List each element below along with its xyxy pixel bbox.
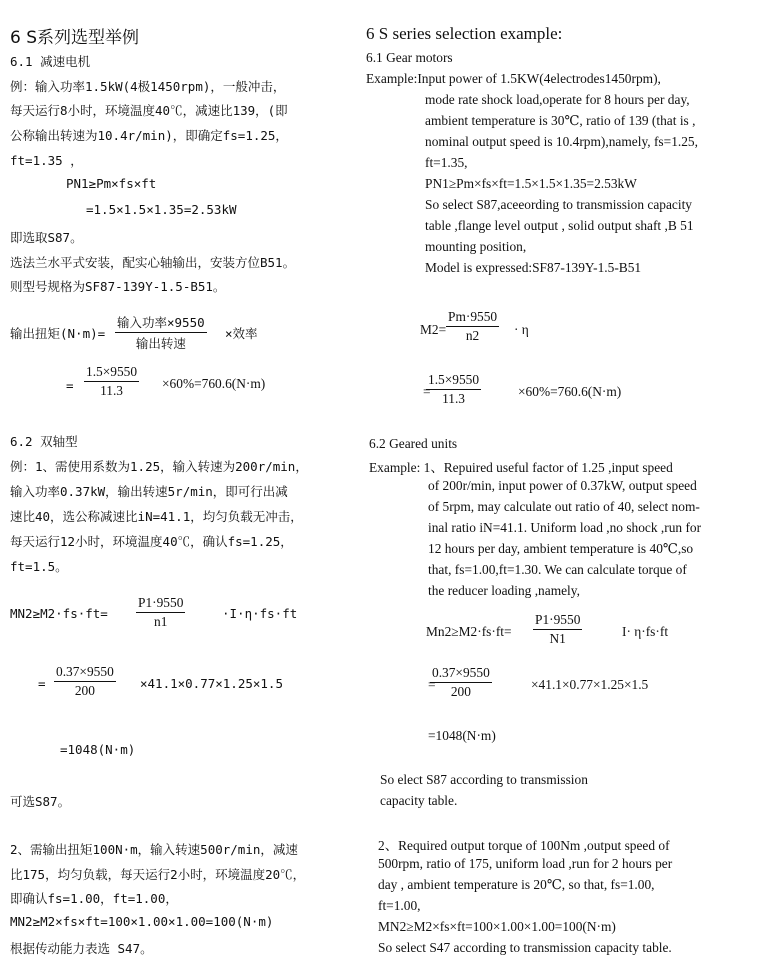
fraction-denominator: 11.3 — [442, 391, 465, 406]
paragraph-line: 2、需输出扭矩100N·m，输入转速500r/min，减速 — [10, 842, 298, 857]
fraction-numerator: 0.37×9550 — [54, 664, 116, 682]
paragraph-line: inal ratio iN=41.1. Uniform load ,no shock ,run for — [428, 520, 702, 535]
mn2-fraction — [533, 612, 582, 647]
paragraph-line: So elect S87 according to transmission — [380, 772, 588, 787]
formula-line: MN2≥M2×fs×ft=100×1.00×1.00=100(N·m) — [10, 914, 274, 929]
calc-result: ×60%=760.6(N·m) — [162, 376, 266, 391]
fraction-denominator: N1 — [549, 631, 566, 646]
section-heading-6-1-cn: 6.1 减速电机 — [10, 54, 91, 69]
mn2-formula-tail: I· η·fs·ft — [622, 624, 669, 639]
mn2-result: =1048(N·m) — [428, 728, 496, 743]
paragraph-line: Example:Input power of 1.5KW(4electrodes1450rpm), — [366, 71, 661, 86]
fraction-numerator: P1·9550 — [136, 595, 185, 613]
fraction-denominator: 输出转速 — [135, 336, 186, 351]
section-heading-6-2-en: 6.2 Geared units — [369, 436, 458, 451]
torque-formula-tail: ×效率 — [225, 326, 258, 341]
fraction-numerator: 0.37×9550 — [430, 665, 492, 683]
calc-result: ×60%=760.6(N·m) — [518, 384, 622, 399]
mn2-formula-tail: ·I·η·fs·ft — [222, 606, 298, 621]
section-heading-6-2-cn: 6.2 双轴型 — [10, 434, 78, 449]
paragraph-line: ft=1.00, — [378, 898, 421, 913]
paragraph-line: day , ambient temperature is 20℃, so that, fs=1.00, — [378, 877, 655, 892]
paragraph-line: mode rate shock load,operate for 8 hours per day, — [425, 92, 690, 107]
fraction-numerator: P1·9550 — [533, 612, 582, 630]
paragraph-line: that, fs=1.00,ft=1.30. We can calculate torque of — [428, 562, 687, 577]
fraction-numerator: 输入功率×9550 — [115, 313, 207, 333]
paragraph-line: 500rpm, ratio of 175, uniform load ,run for 2 hours per — [378, 856, 673, 871]
paragraph-line: 比175，均匀负载，每天运行2小时，环境温度20℃， — [10, 867, 306, 882]
calc-fraction — [426, 372, 481, 407]
torque-fraction — [115, 313, 207, 352]
paragraph-line: 每天运行12小时，环境温度40℃，确认fs=1.25， — [10, 534, 293, 549]
paragraph-line: ambient temperature is 30℃, ratio of 139 (that is , — [425, 113, 696, 128]
paragraph-line: capacity table. — [380, 793, 458, 808]
page-title-cn: 6 S系列选型举例 — [10, 28, 140, 48]
paragraph-line: Model is expressed:SF87-139Y-1.5-B51 — [425, 260, 642, 275]
mn2-calc-fraction — [430, 665, 492, 700]
formula-line: MN2≥M2×fs×ft=100×1.00×1.00=100(N·m) — [378, 919, 616, 934]
calc-equals: = — [428, 677, 436, 692]
paragraph-line: ft=1.5。 — [10, 559, 68, 574]
fraction-numerator: Pm·9550 — [446, 309, 499, 327]
calc-equals: = — [66, 378, 74, 393]
calc-equals: = — [38, 676, 46, 691]
paragraph-line: Example: 1、Repuired useful factor of 1.25 ,input speed — [369, 460, 673, 475]
paragraph-line: mounting position, — [425, 239, 527, 254]
paragraph-line: 2、Required output torque of 100Nm ,output speed of — [378, 838, 670, 853]
fraction-denominator: n1 — [154, 614, 168, 629]
paragraph-line: 每天运行8小时，环境温度40℃，减速比139，(即 — [10, 103, 288, 118]
paragraph-line: ft=1.35, — [425, 155, 468, 170]
paragraph-line: table ,flange level output , solid output shaft ,B 51 — [425, 218, 694, 233]
mn2-calc-tail: ×41.1×0.77×1.25×1.5 — [531, 677, 649, 692]
paragraph-line: 公称输出转速为10.4r/min)，即确定fs=1.25， — [10, 128, 288, 143]
fraction-numerator: 1.5×9550 — [84, 364, 139, 382]
paragraph-line: 输入功率0.37kW，输出转速5r/min，即可行出减 — [10, 484, 288, 499]
paragraph-line: the reducer loading ,namely, — [428, 583, 580, 598]
formula-line: PN1≥Pm×fs×ft — [66, 176, 157, 191]
fraction-denominator: 200 — [450, 684, 471, 699]
paragraph-line: 即确认fs=1.00，ft=1.00， — [10, 891, 178, 906]
mn2-formula-lhs: Mn2≥M2·fs·ft= — [426, 624, 512, 639]
m2-formula-lhs: M2= — [420, 322, 447, 337]
mn2-result: =1048(N·m) — [60, 742, 136, 757]
calc-equals: = — [423, 384, 431, 399]
torque-formula-lhs: 输出扭矩(N·m)= — [10, 326, 106, 341]
section-heading-6-1-en: 6.1 Gear motors — [366, 50, 453, 65]
paragraph-line: nominal output speed is 10.4rpm),namely, fs=1.25, — [425, 134, 698, 149]
paragraph-line: ft=1.35 ， — [10, 153, 83, 168]
mn2-calc-fraction — [54, 664, 116, 699]
page-title-en: 6 S series selection example: — [366, 24, 563, 43]
paragraph-line: 速比40，选公称减速比iN=41.1，均匀负载无冲击， — [10, 509, 303, 524]
paragraph-line: 即选取S87。 — [10, 230, 83, 245]
paragraph-line: 选法兰水平式安装，配实心轴输出，安装方位B51。 — [10, 255, 296, 270]
paragraph-line: 例：1、需使用系数为1.25，输入转速为200r/min， — [10, 459, 308, 474]
paragraph-line: 12 hours per day, ambient temperature is 40℃,so — [428, 541, 694, 556]
mn2-calc-tail: ×41.1×0.77×1.25×1.5 — [140, 676, 283, 691]
fraction-denominator: 200 — [74, 683, 95, 698]
fraction-numerator: 1.5×9550 — [426, 372, 481, 390]
paragraph-line: 例：输入功率1.5kW(4极1450rpm)，一般冲击， — [10, 79, 286, 94]
calc-fraction — [84, 364, 139, 399]
m2-fraction — [446, 309, 499, 344]
paragraph-line: 则型号规格为SF87-139Y-1.5-B51。 — [10, 279, 226, 294]
paragraph-line: 可选S87。 — [10, 794, 71, 809]
mn2-fraction — [136, 595, 185, 630]
fraction-denominator: 11.3 — [100, 383, 123, 398]
fraction-denominator: n2 — [465, 328, 480, 343]
paragraph-line: of 200r/min, input power of 0.37kW, output speed — [428, 478, 697, 493]
paragraph-line: So select S47 according to transmission capacity table. — [378, 940, 672, 955]
m2-formula-tail: · η — [514, 322, 529, 337]
mn2-formula-lhs: MN2≥M2·fs·ft= — [10, 606, 108, 621]
paragraph-line: 根据传动能力表选 S47。 — [10, 941, 153, 956]
formula-line: =1.5×1.5×1.35=2.53kW — [86, 202, 237, 217]
formula-line: PN1≥Pm×fs×ft=1.5×1.5×1.35=2.53kW — [425, 176, 637, 191]
paragraph-line: So select S87,aceeording to transmission capacity — [425, 197, 693, 212]
paragraph-line: of 5rpm, may calculate out ratio of 40, select nom- — [428, 499, 700, 514]
